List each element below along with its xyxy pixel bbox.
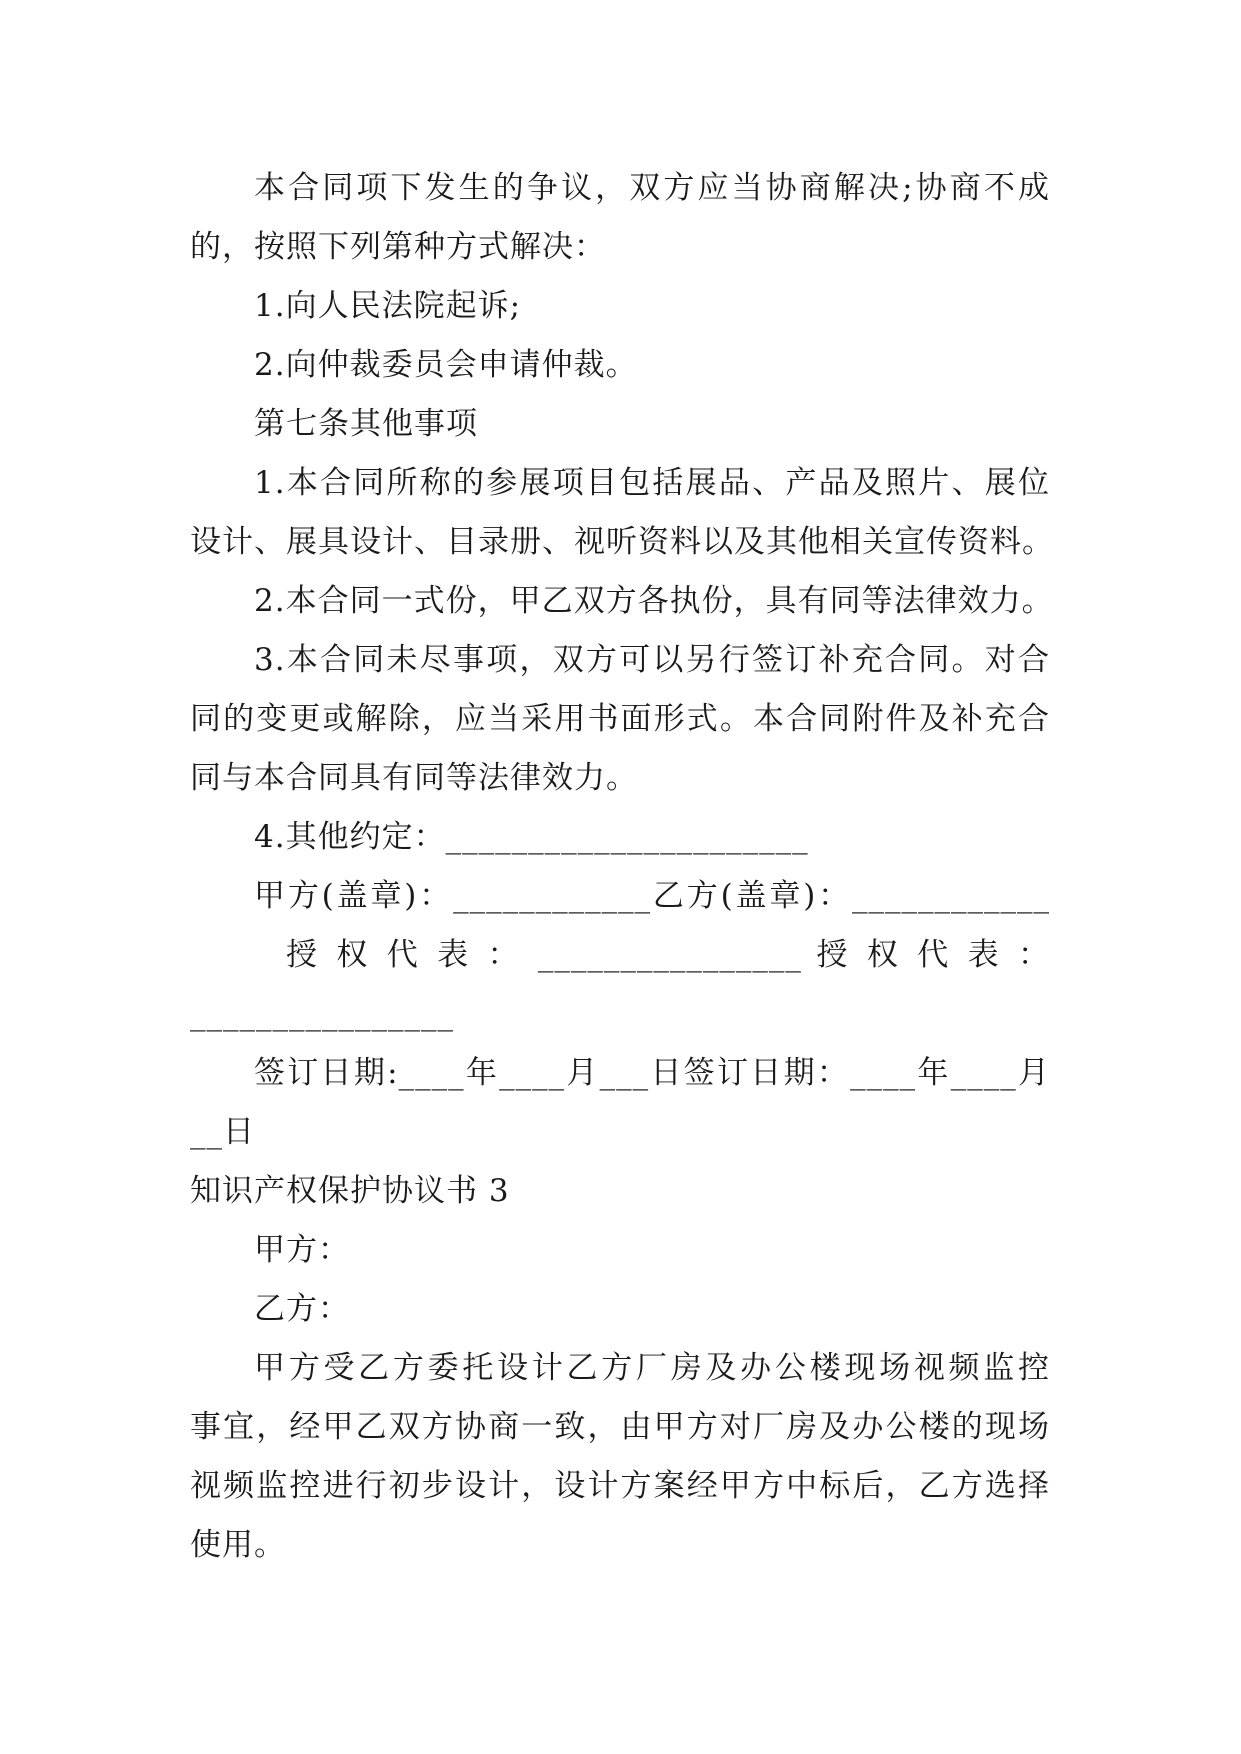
item-1-line-2: 设计、展具设计、目录册、视听资料以及其他相关宣传资料。 [190, 524, 1054, 560]
party-a-label: 甲方： [254, 1232, 350, 1268]
item-4-other-agreements: 4.其他约定：______________________ [254, 819, 809, 855]
item-1-line-1: 1.本合同所称的参展项目包括展品、产品及照片、展位 [254, 465, 1050, 501]
dispute-paragraph-line-1: 本合同项下发生的争议，双方应当协商解决;协商不成 [254, 170, 1050, 206]
authorized-representative-blank: ________________ [190, 996, 454, 1032]
item-3-line-3: 同与本合同具有同等法律效力。 [190, 760, 638, 796]
party-b-label: 乙方： [254, 1291, 350, 1327]
agreement-3-title: 知识产权保护协议书 3 [190, 1173, 510, 1209]
dispute-paragraph-line-2: 的，按照下列第种方式解决： [190, 229, 606, 265]
item-3-line-1: 3.本合同未尽事项，双方可以另行签订补充合同。对合 [254, 642, 1050, 678]
signing-date-day: __日 [190, 1114, 255, 1150]
intro-paragraph-line-3: 视频监控进行初步设计，设计方案经甲方中标后，乙方选择 [190, 1468, 1050, 1504]
item-2: 2.本合同一式份，甲乙双方各执份，具有同等法律效力。 [254, 583, 1054, 619]
dispute-option-2: 2.向仲裁委员会申请仲裁。 [254, 347, 638, 383]
intro-paragraph-line-4: 使用。 [190, 1527, 286, 1563]
intro-paragraph-line-2: 事宜，经甲乙双方协商一致，由甲方对厂房及办公楼的现场 [190, 1409, 1050, 1445]
intro-paragraph-line-1: 甲方受乙方委托设计乙方厂房及办公楼现场视频监控 [254, 1350, 1050, 1386]
item-3-line-2: 同的变更或解除，应当采用书面形式。本合同附件及补充合 [190, 701, 1050, 737]
article-7-heading: 第七条其他事项 [254, 406, 478, 442]
authorized-representative-line: 授 权 代 表 ： ________________ 授 权 代 表 ： [286, 937, 1050, 973]
signing-date-line: 签订日期:____年____月___日签订日期：____年____月 [254, 1055, 1050, 1091]
party-seal-line: 甲方(盖章)：____________乙方(盖章)：____________ [254, 878, 1050, 914]
dispute-option-1: 1.向人民法院起诉; [254, 288, 522, 324]
